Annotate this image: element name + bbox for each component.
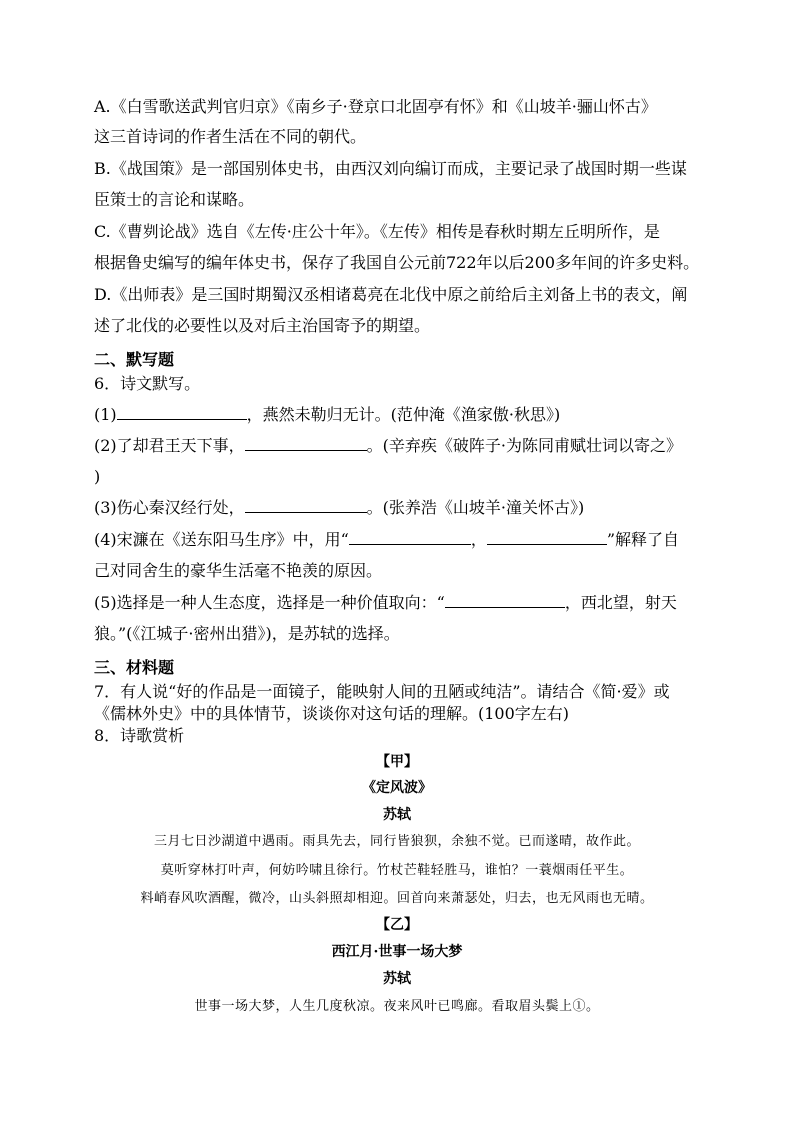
answer-blank-5[interactable] bbox=[445, 593, 565, 608]
item3-prefix: (3)伤心秦汉经行处， bbox=[94, 498, 245, 517]
option-d-line1: D.《出师表》是三国时期蜀汉丞相诸葛亮在北伐中原之前给后主刘备上书的表文，阐 bbox=[94, 285, 688, 304]
poem-yi-label: 【乙】 bbox=[376, 917, 418, 933]
dictation-item-4 bbox=[94, 530, 679, 550]
question-7-line1: 7．有人说“好的作品是一面镜子，能映射人间的丑陋或纯洁”。请结合《简·爱》或 bbox=[94, 682, 670, 701]
poem-yi-title: 西江月·世事一场大梦 bbox=[331, 944, 463, 960]
option-c-line2: 根据鲁史编写的编年体史书，保存了我国自公元前722年以后200多年间的许多史料。 bbox=[94, 253, 700, 272]
answer-blank-2[interactable] bbox=[245, 436, 367, 451]
poem-jia-author: 苏轼 bbox=[383, 807, 411, 823]
poem-jia-label: 【甲】 bbox=[376, 754, 418, 770]
answer-blank-1[interactable] bbox=[117, 405, 247, 420]
item4-prefix: (4)宋濂在《送东阳马生序》中，用“ bbox=[94, 530, 349, 549]
question-8: 8．诗歌赏析 bbox=[94, 726, 185, 745]
answer-blank-4a[interactable] bbox=[349, 530, 471, 545]
question-6: 6．诗文默写。 bbox=[94, 374, 201, 393]
answer-blank-3[interactable] bbox=[245, 498, 367, 513]
dictation-item-4-cont: 己对同舍生的豪华生活毫不艳羡的原因。 bbox=[94, 561, 383, 580]
dictation-item-1 bbox=[94, 405, 560, 425]
section-heading-material: 三、材料题 bbox=[94, 658, 175, 677]
poem-yi-line1: 世事一场大梦，人生几度秋凉。夜来风叶已鸣廊。看取眉头鬓上①。 bbox=[194, 999, 600, 1014]
dictation-item-5-cont: 狼。”(《江城子·密州出猎》)，是苏轼的选择。 bbox=[94, 624, 400, 643]
option-a-line1: A.《白雪歌送武判官归京》《南乡子·登京口北固亭有怀》和《山坡羊·骊山怀古》 bbox=[94, 97, 657, 116]
item2-prefix: (2)了却君王天下事， bbox=[94, 436, 245, 455]
item4-suffix: ”解释了自 bbox=[606, 530, 680, 549]
question-7-line2: 《儒林外史》中的具体情节，谈谈你对这句话的理解。(100字左右) bbox=[94, 704, 570, 723]
item5-suffix: ，西北望，射天 bbox=[564, 593, 677, 612]
item4-mid: ， bbox=[470, 530, 487, 549]
section-heading-dictation: 二、默写题 bbox=[94, 350, 175, 369]
item1-suffix: ，燕然未勒归无计。(范仲淹《渔家傲·秋思》) bbox=[246, 405, 561, 424]
dictation-item-5 bbox=[94, 593, 677, 613]
item2-suffix: 。(辛弃疾《破阵子·为陈同甫赋壮词以寄之》 bbox=[366, 436, 683, 455]
poem-jia-preface: 三月七日沙湖道中遇雨。雨具先去，同行皆狼狈，余独不觉。已而遂晴，故作此。 bbox=[153, 834, 640, 849]
poem-yi-author: 苏轼 bbox=[383, 971, 411, 987]
dictation-item-2 bbox=[94, 436, 682, 456]
item3-suffix: 。(张养浩《山坡羊·潼关怀古》) bbox=[366, 498, 585, 517]
option-b-line2: 臣策士的言论和谋略。 bbox=[94, 190, 255, 209]
item1-prefix: (1) bbox=[94, 405, 117, 424]
poem-jia-title: 《定风波》 bbox=[362, 780, 432, 796]
item5-prefix: (5)选择是一种人生态度，选择是一种价值取向：“ bbox=[94, 593, 445, 612]
dictation-item-3 bbox=[94, 498, 584, 518]
option-b-line1: B.《战国策》是一部国别体史书，由西汉刘向编订而成，主要记录了战国时期一些谋 bbox=[94, 159, 687, 178]
option-c-line1: C.《曹刿论战》选自《左传·庄公十年》。《左传》相传是春秋时期左丘明所作，是 bbox=[94, 222, 660, 241]
poem-jia-line2: 料峭春风吹酒醒，微冷，山头斜照却相迎。回首向来萧瑟处，归去，也无风雨也无晴。 bbox=[140, 891, 654, 906]
poem-jia-line1: 莫听穿林打叶声，何妨吟啸且徐行。竹杖芒鞋轻胜马，谁怕？一蓑烟雨任平生。 bbox=[160, 863, 634, 878]
dictation-item-2-cont: ) bbox=[94, 467, 101, 486]
option-d-line2: 述了北伐的必要性以及对后主治国寄予的期望。 bbox=[94, 316, 431, 335]
option-a-line2: 这三首诗词的作者生活在不同的朝代。 bbox=[94, 127, 367, 146]
answer-blank-4b[interactable] bbox=[487, 530, 607, 545]
